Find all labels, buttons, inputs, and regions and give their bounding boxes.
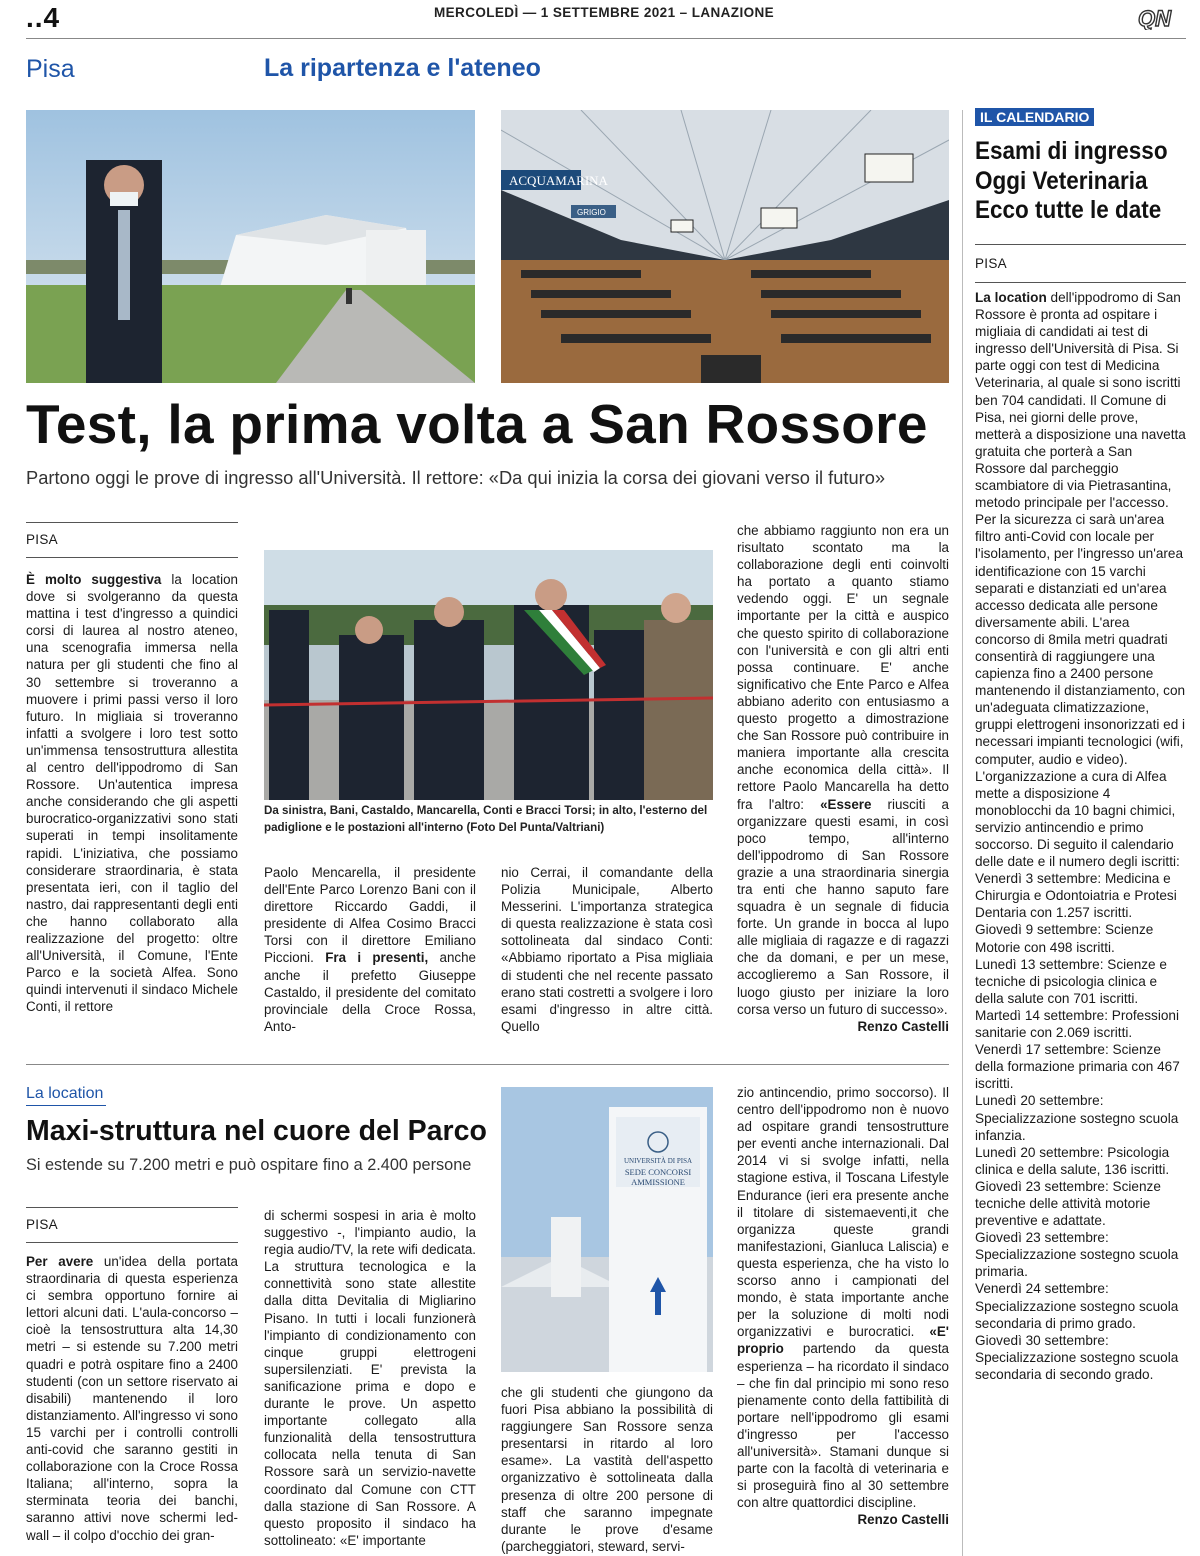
svg-text:UNIVERSITÀ DI PISA: UNIVERSITÀ DI PISA bbox=[623, 1157, 693, 1165]
article-text: zio antincendio, primo soccorso). Il centro dell'ippodromo non è nuovo ad ospitare grandi tensostrutture per eventi anche internazionali. Dal 2014 vi si svolge infatti, nella stagione estiva, il Toscana Lifestyle Endurance (ieri era presente anche il titolare di sistemaeventi,it che organizza queste grandi manifestazioni, Gianluca Laliscia) e questa esperienza, che ha visto lo scorso anno i campionati del mondo, è stata importante anche per la soluzione di molti nodi organizzativi e burocratici. bbox=[737, 1085, 949, 1340]
calendar-item: Venerdì 3 settembre: Medicina e Chirurgia e Odontoiatria e Protesi Dentaria con 1.257 iscritti. bbox=[975, 871, 1177, 921]
header-rule bbox=[26, 38, 1186, 39]
calendar-item: Giovedì 30 settembre: Specializzazione sostegno scuola secondaria di secondo grado. bbox=[975, 1332, 1179, 1382]
page-number: ..4 bbox=[26, 2, 61, 33]
article-text: partendo da questa esperienza – ha ricordato il sindaco – che fin dal principio mi sono reso pienamente conto della fattibilità di portare nell'ippodromo gli esami d'ingresso per l'accesso all'università». Stamani dunque si parte con la facoltà di veterinaria e si proseguirà fino al 30 settembre con altre quattordici discipline. bbox=[737, 1341, 949, 1511]
main-subhead: Partono oggi le prove di ingresso all'Università. Il rettore: «Da qui inizia la corsa dei giovani verso il futuro» bbox=[26, 467, 886, 488]
location-dateline: PISA bbox=[26, 1217, 58, 1232]
sidebar-rule bbox=[975, 244, 1186, 245]
sidebar-headline bbox=[975, 137, 1173, 226]
location-rule bbox=[26, 1207, 238, 1208]
qn-logo bbox=[1136, 6, 1186, 30]
article-text: che gli studenti che giungono da fuori Pisa abbiano la possibilità di raggiungere San Rossore senza presentarsi in ritardo al loro esame». La vastità dell'aspetto organizzativo è sottolineata dalla presenza di oltre 200 persone di staff che saranno impegnate durante le prove d'esame (parcheggiatori, steward, servi- bbox=[501, 1385, 713, 1554]
photo-ribbon bbox=[264, 550, 713, 800]
svg-text:SEDE CONCORSI: SEDE CONCORSI bbox=[624, 1167, 692, 1177]
calendar-item: Venerdì 24 settembre: Specializzazione sostegno scuola secondaria di primo grado. bbox=[975, 1281, 1179, 1331]
sidebar-text: dell'ippodromo di San Rossore è pronta ad ospitare i migliaia di candidati ai test di ingresso dell'Università di Pisa. Si parte oggi con test di Medicina Veterinaria, al quale si sono iscritti ben 704 candidati. Il Comune di Pisa, nei giorni delle prove, metterà a disposizione una navetta gratuita che porterà a San Rossore dal parcheggio scambiatore di via Pietrasantina, metodo principale per l'accesso. Per la sicurezza ci sarà un'area filtro anti-Covid con locale per l'isolamento, per l'ingresso un'area identificazione con 15 varchi separati e distanziati ed un'area accesso dedicata alle persone diversamente abili. L'area concorso di 8mila metri quadrati consentirà di raggiungere una capienza fino a 2400 persone mantenendo il distanziamento, con un'adeguata climatizzazione, gruppi elettrogeni insonorizzati ed i necessari impianti tecnologici (wifi, computer, audio e video). L'organizzazione a cura di Alfea mette a disposizione 4 monoblocchi da 10 bagni chimici, servizio antincendio e primo soccorso. Di seguito il calendario delle date e il numero degli iscritti: bbox=[975, 290, 1186, 870]
location-headline: Maxi-struttura nel cuore del Parco bbox=[26, 1115, 487, 1147]
location-kicker-underline bbox=[26, 1105, 106, 1106]
date-line: MERCOLEDÌ — 1 SETTEMBRE 2021 – LANAZIONE bbox=[434, 5, 775, 20]
sidebar-body bbox=[975, 289, 1186, 1556]
main-headline: Test, la prima volta a San Rossore bbox=[26, 393, 928, 455]
sidebar-rule bbox=[975, 282, 1186, 283]
svg-text:QN: QN bbox=[1138, 6, 1171, 30]
sidebar-top-rule bbox=[962, 110, 963, 1556]
article-text: di schermi sospesi in aria è molto suggestivo -, l'impianto audio, la regia audio/TV, la rete wifi dedicata. La struttura tecnologica e la connettività sono state allestite dalla ditta Devitalia di Migliarino Pisano. In tutti i locali funzionerà l'impianto di condizionamento con cinque gruppi elettrogeni supersilenziati. E' prevista la sanificazione prima e dopo e durante le prove. Un aspetto importante collegato alla funzionalità della tensostruttura collocata nella tenuta di San Rossore sarà un servizio-navette coordinato dal Comune con CTT dalla stazione di San Rossore. A questo proposito il sindaco ha sottolineato: «E' importante bbox=[264, 1208, 476, 1548]
article-lead: «Essere bbox=[820, 796, 872, 812]
sidebar-lead: La location bbox=[975, 290, 1047, 305]
calendar-item: Giovedì 23 settembre: Scienze tecniche delle attività motorie preventive e adattate. bbox=[975, 1178, 1161, 1229]
section-title: La ripartenza e l'ateneo bbox=[264, 54, 541, 82]
location-rule bbox=[26, 1242, 238, 1243]
article-text: che abbiamo raggiunto non era un risultato scontato ma la collaborazione degli enti coinvolti ha portato a quanto stiamo vedendo oggi. E' un segnale importante per la città e auspico che questo spirito di collaborazione con l'università e con gli altri enti possa continuare. E' anche significativo che Ente Parco e Alfea abbiano aderito con entusiasmo a questo progetto a dimostrazione che San Rossore può contribuire in maniera importante alla crescita anche economica della città». Il rettore Paolo Mancarella ha detto fra l'altro: bbox=[737, 523, 949, 812]
article-col3 bbox=[501, 864, 713, 1044]
city-label: Pisa bbox=[26, 55, 75, 83]
sidebar-headline-line: Esami di ingresso bbox=[975, 137, 1168, 165]
sidebar-headline-line: Ecco tutte le date bbox=[975, 196, 1162, 224]
photo-caption: Da sinistra, Bani, Castaldo, Mancarella, Conti e Bracci Torsi; in alto, l'esterno del padiglione e le postazioni all'interno (Foto Del Punta/Valtriani) bbox=[264, 804, 708, 834]
article-lead: «E' proprio bbox=[737, 1324, 949, 1357]
photo-banner bbox=[501, 1087, 713, 1372]
calendar-item: Venerdì 17 settembre: Scienze della formazione primaria con 467 iscritti. bbox=[975, 1042, 1180, 1092]
article-rule bbox=[26, 522, 238, 523]
svg-text:AMMISSIONE: AMMISSIONE bbox=[631, 1177, 685, 1187]
sidebar-dateline: PISA bbox=[975, 256, 1007, 271]
photo-exterior bbox=[26, 110, 475, 383]
article-dateline: PISA bbox=[26, 532, 58, 547]
article-text: la location dove si svolgeranno da questa mattina i test d'ingresso a quindici corsi di laurea al nostro ateneo, una scenografia immersa nella natura per gli studenti che fino al 30 settembre si troveranno a muovere i primi passi verso il loro futuro. In migliaia si troveranno infatti a svolgere i loro test sotto un'immensa tensostruttura allestita al centro dell'ippodromo di San Rossore. Un'autentica impresa anche considerando che gli aspetti burocratico-organizzativi sono stati superati in tempi insolitamente rapidi. L'iniziativa, che possiamo considerare straordinaria, è stata presentata ieri, con il taglio del nastro, dai rappresentanti degli enti che hanno collaborato alla realizzazione del progetto: oltre all'Università, il Comune, l'Ente Parco e la società Alfea. Sono quindi intervenuti il sindaco Michele Conti, il rettore bbox=[26, 572, 238, 1015]
article-signature: Renzo Castelli bbox=[857, 1512, 949, 1528]
article-lead: Fra i presenti, bbox=[325, 950, 429, 966]
svg-text:GRIGIO: GRIGIO bbox=[577, 208, 606, 217]
location-col2 bbox=[264, 1207, 476, 1556]
location-subhead: Si estende su 7.200 metri e può ospitare fino a 2.400 persone bbox=[26, 1156, 472, 1174]
photo-interior bbox=[501, 110, 949, 383]
article-signature: Renzo Castelli bbox=[857, 1018, 949, 1034]
article-text: un'idea della portata straordinaria di questa esperienza ci sembra opportuno fornire ai lettori alcuni dati. L'aula-concorso – cioè la tensostruttura alta 14,30 metri – si estende su 7.200 metri quadri e potrà ospitare fino a 2400 studenti (con un settore riservato ai disabili) mantenendo il loro distanziamento. All'ingresso vi sono 15 varchi per i controlli controlli anti-covid che saranno gestiti in collaborazione con la Croce Rossa Italiana; all'interno, sopra la sterminata teoria dei banchi, saranno attivi nove schermi led-wall – il colpo d'occhio dei gran- bbox=[26, 1254, 238, 1543]
article-text: riusciti a organizzare questi esami, in così poco tempo, all'interno dell'ippodromo di San Rossore grazie a una straordinaria sinergia tra enti che hanno saputo fare squadra è un segnale di fiducia forte. Un grande in bocca al lupo alle migliaia di ragazze e di ragazzi che da domani, e per un mese, accoglieremo a San Rossore, il luogo giusto per iniziare la loro corsa verso un futuro di successo». bbox=[737, 796, 949, 1017]
location-col3 bbox=[501, 1384, 713, 1556]
location-kicker: La location bbox=[26, 1085, 104, 1102]
calendar-item: Martedì 14 settembre: Professioni sanitarie con 2.069 iscritti. bbox=[975, 1007, 1179, 1041]
location-col1 bbox=[26, 1253, 238, 1556]
article-text: anche anche il prefetto Giuseppe Castaldo, il presidente del comitato provinciale della Croce Rossa, Anto- bbox=[264, 950, 476, 1034]
calendar-item: Lunedì 20 settembre: Psicologia clinica e della salute, 136 iscritti. bbox=[975, 1144, 1170, 1177]
article-col4 bbox=[737, 522, 949, 1052]
story-divider bbox=[26, 1064, 949, 1065]
sidebar-kicker: IL CALENDARIO bbox=[975, 108, 1094, 126]
svg-text:ACQUAMARINA: ACQUAMARINA bbox=[509, 173, 608, 188]
calendar-item: Giovedì 9 settembre: Scienze Motorie con 498 iscritti. bbox=[975, 922, 1154, 955]
article-text: nio Cerrai, il comandante della Polizia Municipale, Alberto Messerini. L'importanza strategica di questa realizzazione è stata così sottolineata dal sindaco Conti: «Abbiamo riportato a Pisa migliaia di studenti che nel recente passato erano stati costretti a svolgere i loro esami d'ingresso in altre città. Quello bbox=[501, 865, 713, 1034]
calendar-item: Lunedì 13 settembre: Scienze e tecniche di psicologia clinica e della salute con 701 iscritti. bbox=[975, 956, 1167, 1006]
calendar-item: Lunedì 20 settembre: Specializzazione sostegno scuola infanzia. bbox=[975, 1093, 1179, 1143]
article-rule bbox=[26, 557, 238, 558]
article-col1 bbox=[26, 571, 238, 1051]
article-text: Paolo Mencarella, il presidente dell'Ente Parco Lorenzo Bani con il direttore Riccardo Gaddi, il presidente di Alfea Cosimo Bracci Torsi con il direttore Emiliano Piccioni. bbox=[264, 865, 476, 966]
calendar-item: Giovedì 23 settembre: Specializzazione sostegno scuola primaria. bbox=[975, 1230, 1179, 1280]
article-col2 bbox=[264, 864, 476, 1044]
sidebar-headline-line: Oggi Veterinaria bbox=[975, 166, 1148, 195]
article-lead: Per avere bbox=[26, 1254, 94, 1269]
article-lead: È molto suggestiva bbox=[26, 572, 162, 587]
location-col4 bbox=[737, 1084, 949, 1556]
